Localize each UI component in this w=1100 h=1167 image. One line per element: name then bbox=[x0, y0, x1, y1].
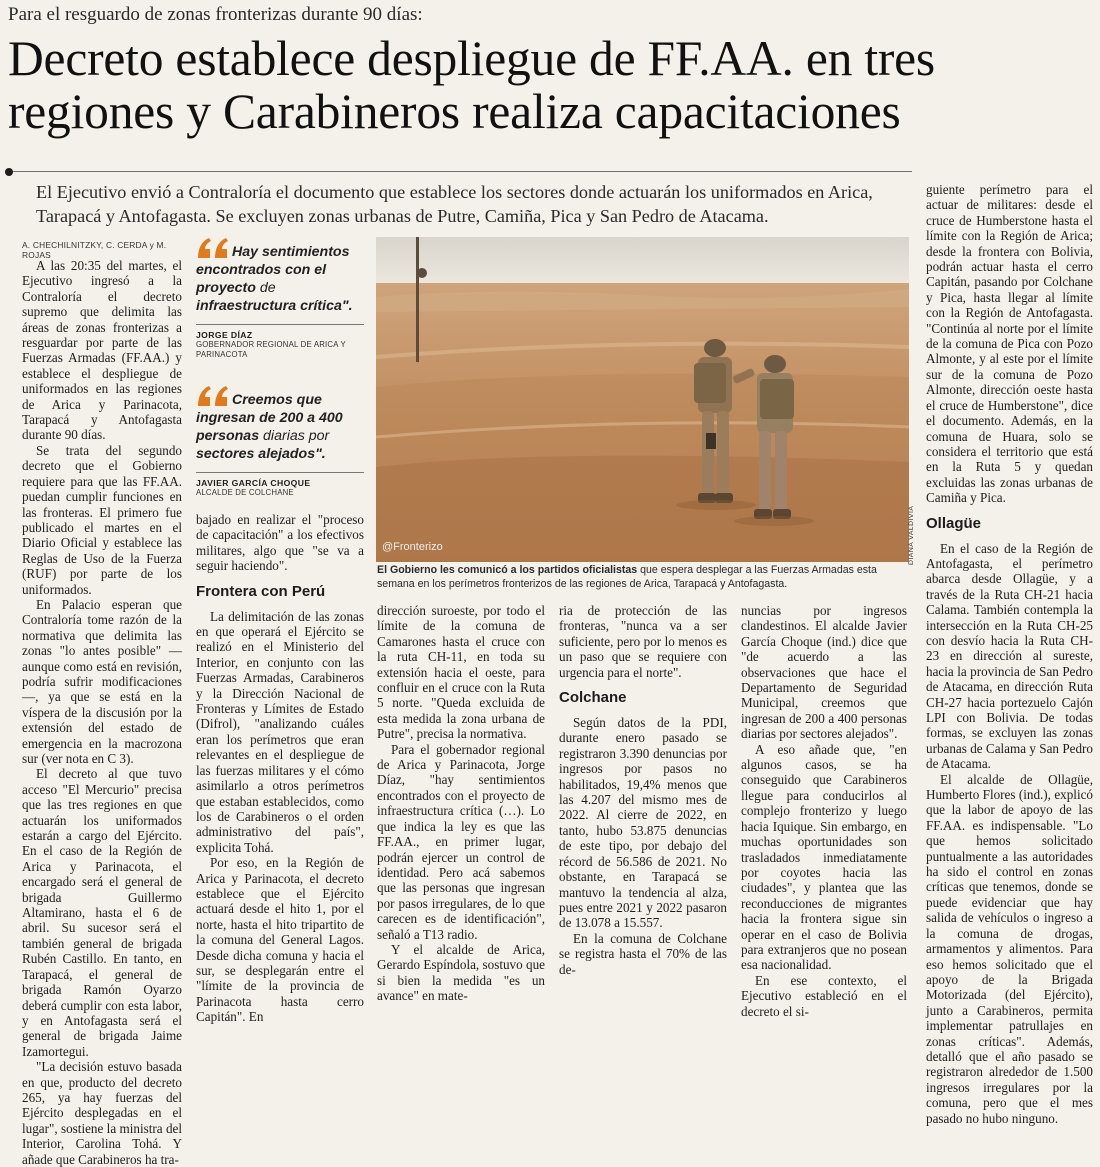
quote-author-role: ALCALDE DE COLCHANE bbox=[196, 488, 294, 497]
soldiers-desert-image bbox=[376, 237, 909, 562]
article-deck: El Ejecutivo envió a Contraloría el documento que establece los sectores donde actuarán los uniformados en Arica, Tarapacá y Antofagasta. Se excluyen zonas urbanas de Putre, Camiña, Pica y San Pedro de Atacama. bbox=[36, 182, 873, 226]
paragraph: El alcalde de Ollagüe, Humberto Flores (ind.), explicó que la labor de apoyo de las FF.AA. es indispensable. "Lo que hemos solicitado puntualmente a las autoridades ha sido el control en zonas críticas que tenemos, donde se puede evidenciar que hay salida de vehículos o ingreso a la comuna de drogas, armamentos y alimentos. Para eso hemos solicitado que el apoyo de la Brigada Motorizada (del Ejército), junto a Carabineros, permita implementar patrullajes en zonas críticas". Además, detalló que el año pasado se registraron alrededor de 1.500 ingresos irregulares por la comuna, pero que el mes pasado no hubo ninguno. bbox=[926, 771, 1093, 1126]
paragraph: En el caso de la Región de Antofagasta, el perímetro abarca desde Ollagüe, y a través de la Ruta CH-21 hacia Calama. También contempla la intersección en la Ruta CH-25 con desvío hacia la Ruta CH-23 en dirección al sureste, hacia la provincia de San Pedro de Atacama, en dirección Ruta CH-27 hacia portezuelo Cajón LPI con Bolivia. De todas formas, se excluyen las zonas urbanas de Calama y San Pedro de Atacama. bbox=[926, 540, 1093, 772]
paragraph: Se trata del segundo decreto que el Gobierno requiere para que las FF.AA. puedan cumplir funciones en las fronteras. El primero fue publicado el martes en el Diario Oficial y establece las Reglas de Uso de la Fuerza (RUF) por parte de los uniformados. bbox=[22, 442, 182, 597]
header-divider bbox=[6, 171, 912, 172]
paragraph: El decreto al que tuvo acceso "El Mercurio" precisa que las tres regiones en que actuarán los uniformados estarán a cargo del Ejército. En el caso de la Región de Arica y Parinacota, el encargado será el general de brigada Guillermo Altamirano, hasta el 6 de abril. Su sucesor será el también general de brigada Rubén Castillo. En tanto, en Tarapacá, el general de brigada Ramón Oyarzo deberá cumplir con esta labor, y en Antofagasta será el general de brigada Jaime Izamortegui. bbox=[22, 766, 182, 1059]
paragraph: La delimitación de las zonas en que operará el Ejército se realizó en el Ministerio del Interior, en conjunto con las Fuerzas Armadas, Carabineros y la Dirección Nacional de Fronteras y Límites de Estado (Difrol), "analizando cuáles eran los perímetros que eran relevantes en el despliegue de las fuerzas militares y el cómo asimilarlo a otros perímetros que estaban establecidos, como los de Carabineros o el orden administrativo del país", explicita Tohá. bbox=[196, 608, 364, 855]
paragraph: nuncias por ingresos clandestinos. El alcalde Javier García Choque (ind.) dice que "de acuerdo a las observaciones que hace el Departamento de Seguridad Municipal, creemos que ingresan de 200 a 400 personas diarias por sectores alejados". bbox=[741, 603, 907, 742]
paragraph: Según datos de la PDI, durante enero pasado se registraron 3.390 denuncias por ingresos por pasos no habilitados, 19,4% menos que las 4.207 del mismo mes de 2022. Al cierre de 2022, en tanto, hubo 53.875 denuncias de este tipo, por debajo del récord de 56.586 de 2021. No obstante, en Tarapacá se mantuvo la tendencia al alza, pues entre 2021 y 2022 pasaron de 13.078 a 15.557. bbox=[559, 715, 727, 931]
quote-author-role: GOBERNADOR REGIONAL DE ARICA Y PARINACOTA bbox=[196, 340, 346, 359]
paragraph: A las 20:35 del martes, el Ejecutivo ingresó a la Contraloría el decreto supremo que delimita las áreas de zonas fronterizas a resguardar por parte de las Fuerzas Armadas (FF.AA.) y establece el despliegue de uniformados en las regiones de Arica y Parinacota, Tarapacá y Antofagasta durante 90 días. bbox=[22, 258, 182, 443]
paragraph: Y el alcalde de Arica, Gerardo Espíndola, sostuvo que si bien la medida "es un avance" en mate- bbox=[377, 941, 545, 1004]
paragraph: A eso añade que, "en algunos casos, se ha conseguido que Carabineros llegue para conducirlos al complejo fronterizo y luego hacia Iquique. Sin embargo, en muchas oportunidades son trasladados inmediatamente por coyotes hacia las ciudades", y plantea que las reconducciones de migrantes hacia la frontera sigue sin operar en el caso de Bolivia para extranjeros que no posean esa nacionalidad. bbox=[741, 741, 907, 973]
column-4 bbox=[559, 603, 727, 977]
paragraph: En ese contexto, el Ejecutivo estableció en el decreto el si- bbox=[741, 972, 907, 1019]
quote-mark-icon bbox=[196, 236, 230, 260]
section-heading: Ollagüe bbox=[926, 514, 982, 532]
paragraph: Para el gobernador regional de Arica y Parinacota, Jorge Díaz, "hay sentimientos encontrados con el proyecto de infraestructura crítica (…). Lo que indica la ley es que las FF.AA., en primer lugar, podrán ejercer un control de identidad. Pero acá sabemos que las personas que ingresan por pasos irregulares, de lo que carecen es de identificación", señaló a T13 radio. bbox=[377, 741, 545, 942]
paragraph: En Palacio esperan que Contraloría tome razón de la normativa que delimita las zonas "lo antes posible" —aunque como está en revisión, podría sufrir modificaciones—, ya que se está en la víspera de la discusión por la extensión del estado de emergencia en la macrozona sur (ver nota en C 3). bbox=[22, 596, 182, 766]
section-heading: Frontera con Perú bbox=[196, 582, 326, 600]
column-6 bbox=[926, 182, 1093, 1126]
column-1 bbox=[22, 258, 182, 1167]
article-photo bbox=[376, 237, 909, 562]
pull-quote-text: Creemos que ingresan de 200 a 400 personas diarias por sectores alejados". bbox=[196, 384, 364, 463]
column-2 bbox=[196, 512, 364, 1025]
article-headline: Decreto establece despliegue de FF.AA. en tres regiones y Carabineros realiza capacitaciones bbox=[8, 31, 935, 139]
paragraph: Por eso, en la Región de Arica y Parinacota, el decreto establece que el Ejército actuará desde el hito 1, por el norte, hasta el hito tripartito de la comuna del General Lagos. Desde dicha comuna y hacia el sur, se desplegarán entre el "límite de la provincia de Parinacota hasta cerro Capitán". En bbox=[196, 855, 364, 1025]
pull-quote-text: Hay sentimientos encontrados con el proyecto de infraestructura crítica". bbox=[196, 236, 364, 315]
paragraph: En la comuna de Colchane se registra hasta el 70% de las de- bbox=[559, 930, 727, 977]
paragraph: guiente perímetro para el actuar de militares: desde el cruce de Humberstone hasta el límite con la Región de Arica; desde la frontera con Bolivia, podrán actuar hasta el cerro Capitán, pasando por Colchane y Pica, hasta llegar al límite con la Región de Antofagasta. "Continúa al norte por el límite de la comuna de Pica con Pozo Almonte, y al este por el límite sur de la comuna de Pozo Almonte, dirección oeste hasta el cruce de Humberstone", dice el documento. Además, en la comuna de Huara, solo se considera el territorio que está en la Ruta 5 y quedan excluidas las zonas urbanas de Camiña y Pica. bbox=[926, 182, 1093, 506]
photo-watermark: @Fronterizo bbox=[382, 541, 443, 553]
pull-quote-1 bbox=[196, 236, 364, 359]
photo-credit: DIANA VALDIVIA bbox=[908, 505, 915, 565]
paragraph: dirección suroeste, por todo el límite de la comuna de Camarones hasta el cruce con la ruta CH-11, en toda su extensión hacia el oeste, para confluir en el cruce con la Ruta 5 norte. "Queda excluida de esta medida la zona urbana de Putre", precisa la normativa. bbox=[377, 603, 545, 742]
paragraph: bajado en realizar el "proceso de capacitación" a los efectivos militares, algo que "se va a seguir haciendo". bbox=[196, 512, 364, 574]
paragraph: "La decisión estuvo basada en que, producto del decreto 265, ya hay fuerzas del Ejército desplegadas en el lugar", sostiene la ministra del Interior, Carolina Tohá. Y añade que Carabineros ha tra- bbox=[22, 1059, 182, 1167]
quote-author-name: JORGE DÍAZ bbox=[196, 330, 253, 340]
article-byline: A. CHECHILNITZKY, C. CERDA y M. ROJAS bbox=[22, 240, 167, 260]
quote-divider bbox=[196, 324, 364, 325]
paragraph: ria de protección de las fronteras, "nunca va a ser suficiente, pero por lo menos es un paso que se requiere con urgencia para el norte". bbox=[559, 603, 727, 680]
photo-caption: El Gobierno les comunicó a los partidos oficialistas que espera desplegar a las Fuerzas Armadas esta semana en los perímetros fronterizos de las regiones de Arica, Tarapacá y Antofagasta. bbox=[377, 564, 877, 590]
section-heading: Colchane bbox=[559, 689, 627, 707]
column-3 bbox=[377, 603, 545, 1004]
divider-bullet bbox=[5, 168, 13, 176]
column-5 bbox=[741, 603, 907, 1019]
quote-author-name: JAVIER GARCÍA CHOQUE bbox=[196, 478, 311, 488]
article-kicker: Para el resguardo de zonas fronterizas durante 90 días: bbox=[8, 4, 423, 25]
quote-mark-icon bbox=[196, 384, 230, 408]
pull-quote-2 bbox=[196, 384, 364, 498]
quote-divider bbox=[196, 472, 364, 473]
